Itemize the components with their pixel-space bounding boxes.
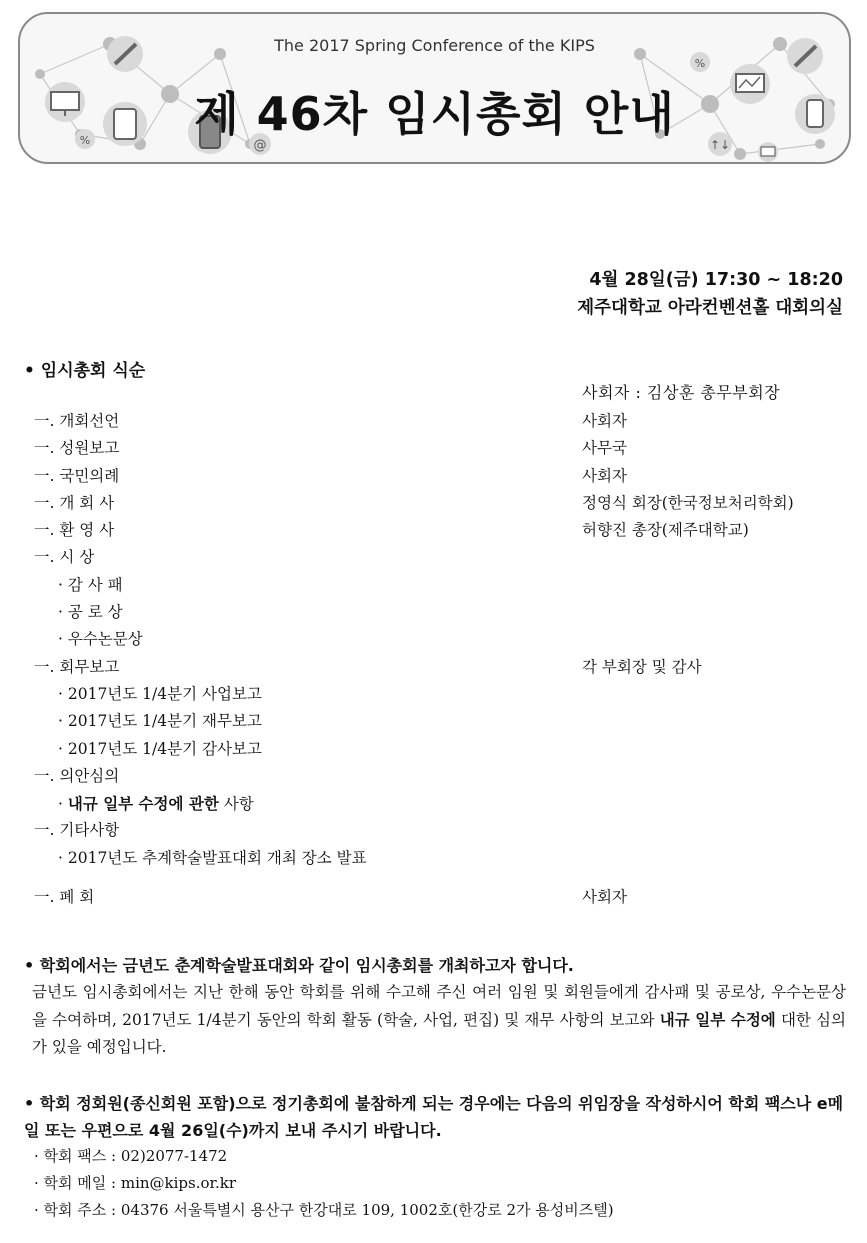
program-item-bullet: · xyxy=(58,795,68,814)
contact-address: · 학회 주소 : 04376 서울특별시 용산구 한강대로 109, 1002호(한강로 2가 용성비즈텔) xyxy=(34,1201,614,1219)
program-item-rest: 사항 xyxy=(218,795,254,814)
conference-subtitle: The 2017 Spring Conference of the KIPS xyxy=(274,36,595,55)
program-item-label xyxy=(58,790,254,818)
header-banner xyxy=(18,12,851,164)
contact-list xyxy=(34,1143,614,1224)
svg-text:@: @ xyxy=(253,138,267,153)
notice-general-bold: 내규 일부 수정에 xyxy=(659,1010,776,1029)
contact-email[interactable]: · 학회 메일 : min@kips.or.kr xyxy=(34,1174,237,1192)
notice-proxy xyxy=(24,1090,846,1144)
program-item xyxy=(34,544,844,571)
program-item xyxy=(34,817,844,844)
event-venue: 제주대학교 아라컨벤션홀 대회의실 xyxy=(577,298,843,318)
program-item xyxy=(34,763,844,790)
program-item-label: 一. 국민의례 xyxy=(34,466,120,485)
program-host: 사회자 : 김상훈 총무부회장 xyxy=(582,383,781,402)
program-item-label: · 2017년도 추계학술발표대회 개최 장소 발표 xyxy=(58,848,367,867)
program-item xyxy=(34,408,844,435)
program-item-bold: 내규 일부 수정에 관한 xyxy=(67,794,219,814)
event-datetime: 4월 28일(금) 17:30 ~ 18:20 xyxy=(589,270,843,290)
program-item xyxy=(34,463,844,490)
program-item-label: 一. 성원보고 xyxy=(34,439,120,458)
program-list xyxy=(34,408,844,911)
program-item-label: · 공 로 상 xyxy=(58,603,123,622)
program-subitem xyxy=(34,708,844,735)
program-item xyxy=(34,517,844,544)
program-item-role: 사무국 xyxy=(582,439,627,458)
program-item xyxy=(34,435,844,462)
program-item-label: · 우수논문상 xyxy=(58,630,143,649)
notice-proxy-heading: • 학회 정회원(종신회원 포함)으로 정기총회에 불참하게 되는 경우에는 다음의 위임장을 작성하시어 학회 팩스나 e메일 또는 우편으로 4월 26일(수)까지 보내 주시기 바랍니다. xyxy=(24,1094,844,1140)
program-item-label: · 2017년도 1/4분기 재무보고 xyxy=(58,712,262,731)
svg-text:%: % xyxy=(694,57,706,70)
program-item-label: · 2017년도 1/4분기 감사보고 xyxy=(58,739,262,758)
notice-general-body xyxy=(24,979,846,1061)
program-item-label: 一. 환 영 사 xyxy=(34,521,115,540)
program-item-label: 一. 시 상 xyxy=(34,548,95,567)
program-subitem xyxy=(34,599,844,626)
program-subitem xyxy=(34,790,844,817)
program-heading: • 임시총회 식순 xyxy=(24,361,146,381)
program-item-label: · 2017년도 1/4분기 사업보고 xyxy=(58,684,262,703)
program-item-role: 정영식 회장(한국정보처리학회) xyxy=(582,493,794,512)
program-item-role: 각 부회장 및 감사 xyxy=(582,657,702,676)
program-subitem xyxy=(34,572,844,599)
program-item-label: 一. 개회선언 xyxy=(34,412,120,430)
program-item-role: 허향진 총장(제주대학교) xyxy=(582,521,749,540)
svg-text:%: % xyxy=(79,134,91,147)
program-item-role: 사회자 xyxy=(582,466,627,485)
program-item-label: 一. 기타사항 xyxy=(34,821,120,840)
notice-general-text-end: 대한 심의가 있을 예정입니다. xyxy=(32,1011,846,1056)
notice-general xyxy=(24,952,846,1061)
percent-icon xyxy=(690,52,710,72)
program-item-label: · 감 사 패 xyxy=(58,575,123,594)
program-item-closing xyxy=(34,884,844,911)
notice-general-heading: • 학회에서는 금년도 춘계학술발표대회와 같이 임시총회를 개최하고자 합니다. xyxy=(24,956,574,975)
notice-general-text: 금년도 임시총회에서는 지난 한해 동안 학회를 위해 수고해 주신 여러 임원 및 회원들에게 감사패 및 공로상, 우수논문상을 수여하며, 2017년도 1/4분기 동안의 학회 활동 (학술, 사업, 편집) 및 재무 사항의 보고와 xyxy=(32,983,846,1029)
program-item xyxy=(34,654,844,681)
program-item-label: 一. 회무보고 xyxy=(34,657,120,676)
program-item-role: 사회자 xyxy=(582,412,627,430)
event-info xyxy=(577,266,843,322)
page-title: 제 46차 임시총회 안내 xyxy=(194,87,675,141)
program-item-role: 사회자 xyxy=(582,888,627,907)
program-item xyxy=(34,490,844,517)
program-item-label: 一. 폐 회 xyxy=(34,888,95,907)
envelope-icon xyxy=(758,142,778,162)
program-subitem xyxy=(34,736,844,763)
program-subitem xyxy=(34,626,844,653)
contact-fax: · 학회 팩스 : 02)2077-1472 xyxy=(34,1147,228,1165)
program-item-label: 一. 개 회 사 xyxy=(34,493,115,512)
program-subitem xyxy=(34,845,844,872)
svg-text:↑↓: ↑↓ xyxy=(709,138,731,152)
program-item-label: 一. 의안심의 xyxy=(34,766,120,785)
program-subitem xyxy=(34,681,844,708)
